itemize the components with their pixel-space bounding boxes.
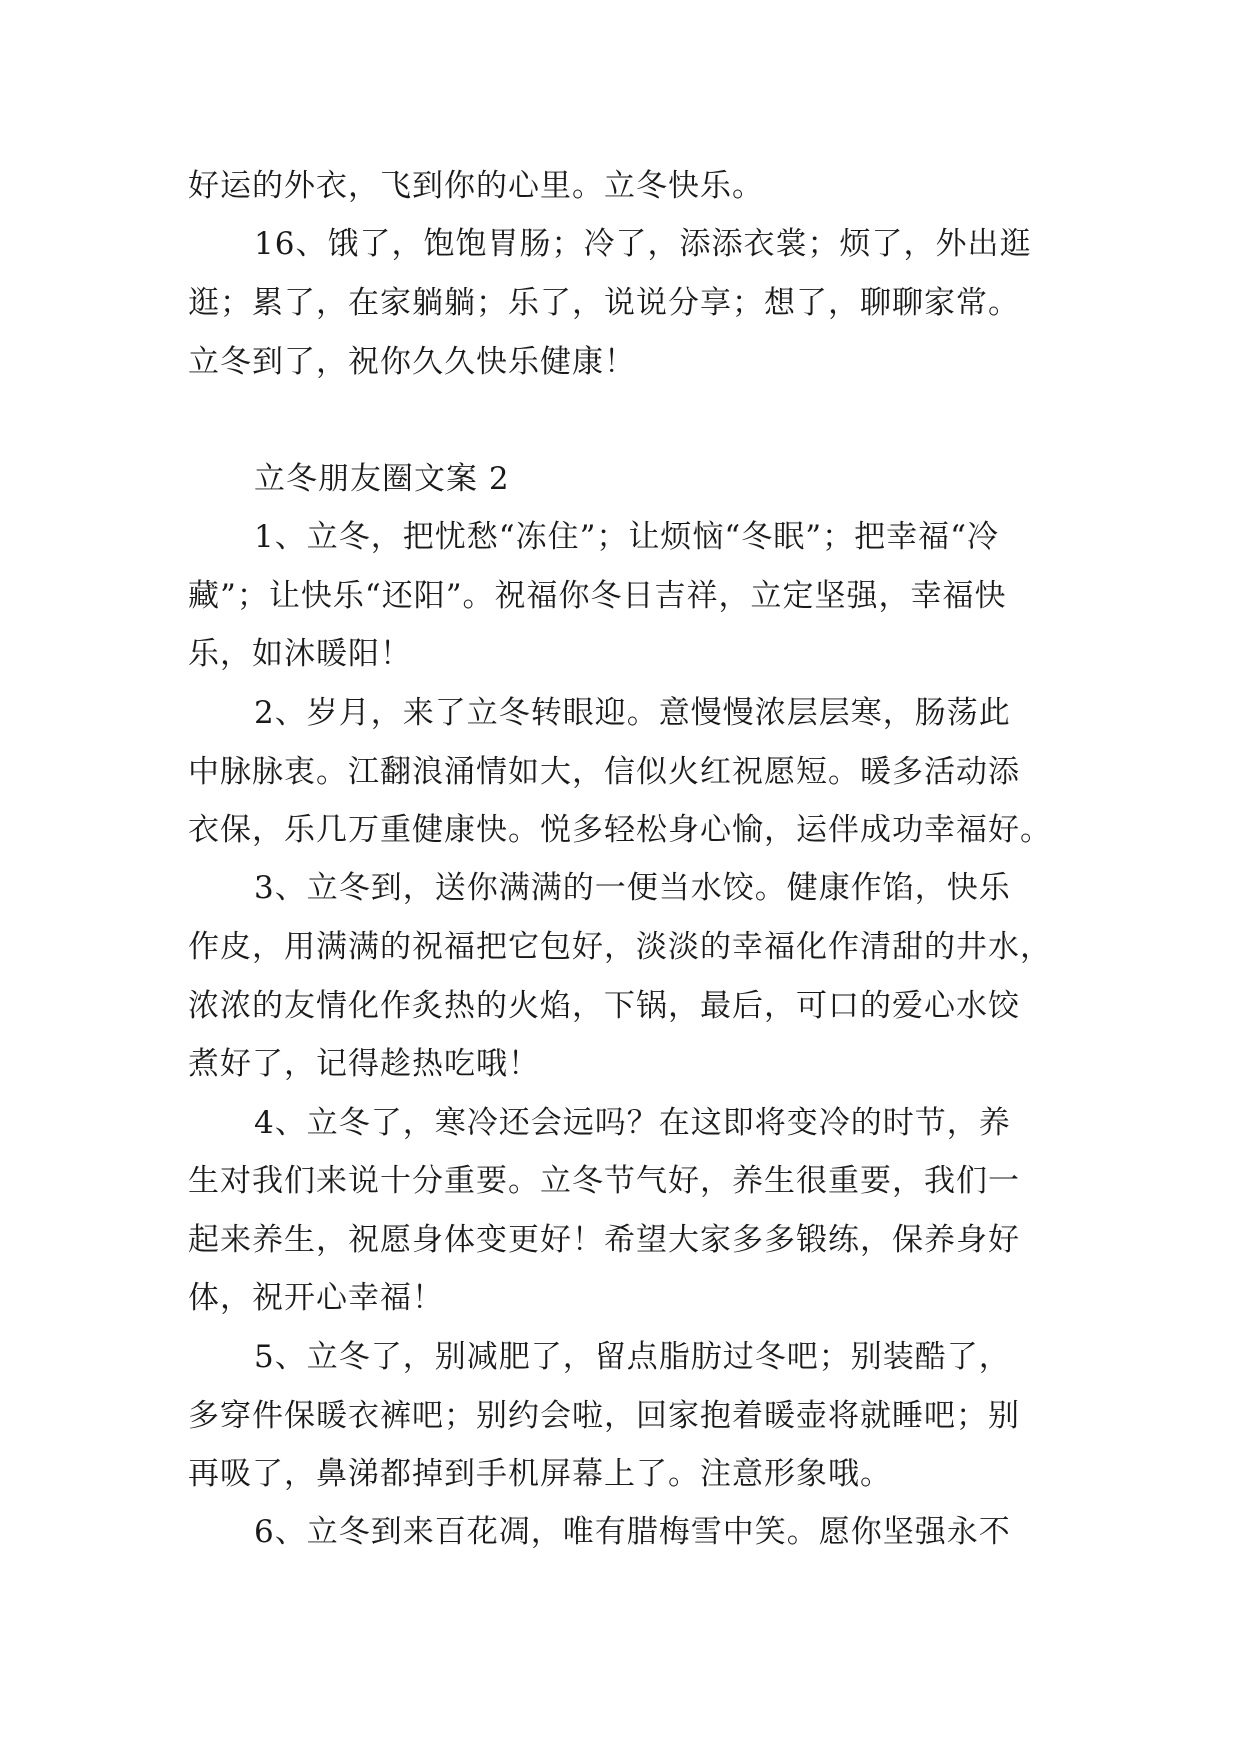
paragraph-line: 再吸了，鼻涕都掉到手机屏幕上了。注意形象哦。 bbox=[188, 1456, 892, 1492]
paragraph-line: 5、立冬了，别减肥了，留点脂肪过冬吧；别装酷了， bbox=[254, 1339, 1011, 1375]
paragraph-line: 作皮，用满满的祝福把它包好，淡淡的幸福化作清甜的井水， bbox=[188, 929, 1052, 965]
paragraph-line: 煮好了，记得趁热吃哦！ bbox=[188, 1046, 540, 1082]
paragraph-line: 6、立冬到来百花凋，唯有腊梅雪中笑。愿你坚强永不 bbox=[254, 1514, 1011, 1550]
paragraph-line: 生对我们来说十分重要。立冬节气好，养生很重要，我们一 bbox=[188, 1163, 1020, 1199]
paragraph-line: 1、立冬，把忧愁“冻住”；让烦恼“冬眠”；把幸福“冷 bbox=[254, 519, 999, 555]
paragraph-line: 多穿件保暖衣裤吧；别约会啦，回家抱着暖壶将就睡吧；别 bbox=[188, 1398, 1020, 1434]
paragraph-line: 好运的外衣，飞到你的心里。立冬快乐。 bbox=[188, 168, 764, 204]
paragraph-line: 2、岁月，来了立冬转眼迎。意慢慢浓层层寒，肠荡此 bbox=[254, 695, 1011, 731]
paragraph-line: 浓浓的友情化作炙热的火焰，下锅，最后，可口的爱心水饺 bbox=[188, 988, 1020, 1024]
paragraph-line: 体，祝开心幸福！ bbox=[188, 1280, 444, 1316]
paragraph-line: 起来养生，祝愿身体变更好！希望大家多多锻练，保养身好 bbox=[188, 1222, 1020, 1258]
paragraph-line: 16、饿了，饱饱胃肠；冷了，添添衣裳；烦了，外出逛 bbox=[254, 226, 1032, 262]
paragraph-line: 藏”；让快乐“还阳”。祝福你冬日吉祥，立定坚强，幸福快 bbox=[188, 578, 1007, 614]
paragraph-line: 逛；累了，在家躺躺；乐了，说说分享；想了，聊聊家常。 bbox=[188, 285, 1020, 321]
paragraph-line: 乐，如沐暖阳！ bbox=[188, 636, 412, 672]
paragraph-line: 中脉脉衷。江翻浪涌情如大，信似火红祝愿短。暖多活动添 bbox=[188, 754, 1020, 790]
paragraph-line: 衣保，乐几万重健康快。悦多轻松身心愉，运伴成功幸福好。 bbox=[188, 812, 1052, 848]
paragraph-line: 立冬到了，祝你久久快乐健康！ bbox=[188, 344, 636, 380]
section-heading: 立冬朋友圈文案 2 bbox=[254, 461, 510, 497]
paragraph-line: 3、立冬到，送你满满的一便当水饺。健康作馅，快乐 bbox=[254, 870, 1011, 906]
paragraph-line: 4、立冬了，寒冷还会远吗？在这即将变冷的时节，养 bbox=[254, 1105, 1011, 1141]
